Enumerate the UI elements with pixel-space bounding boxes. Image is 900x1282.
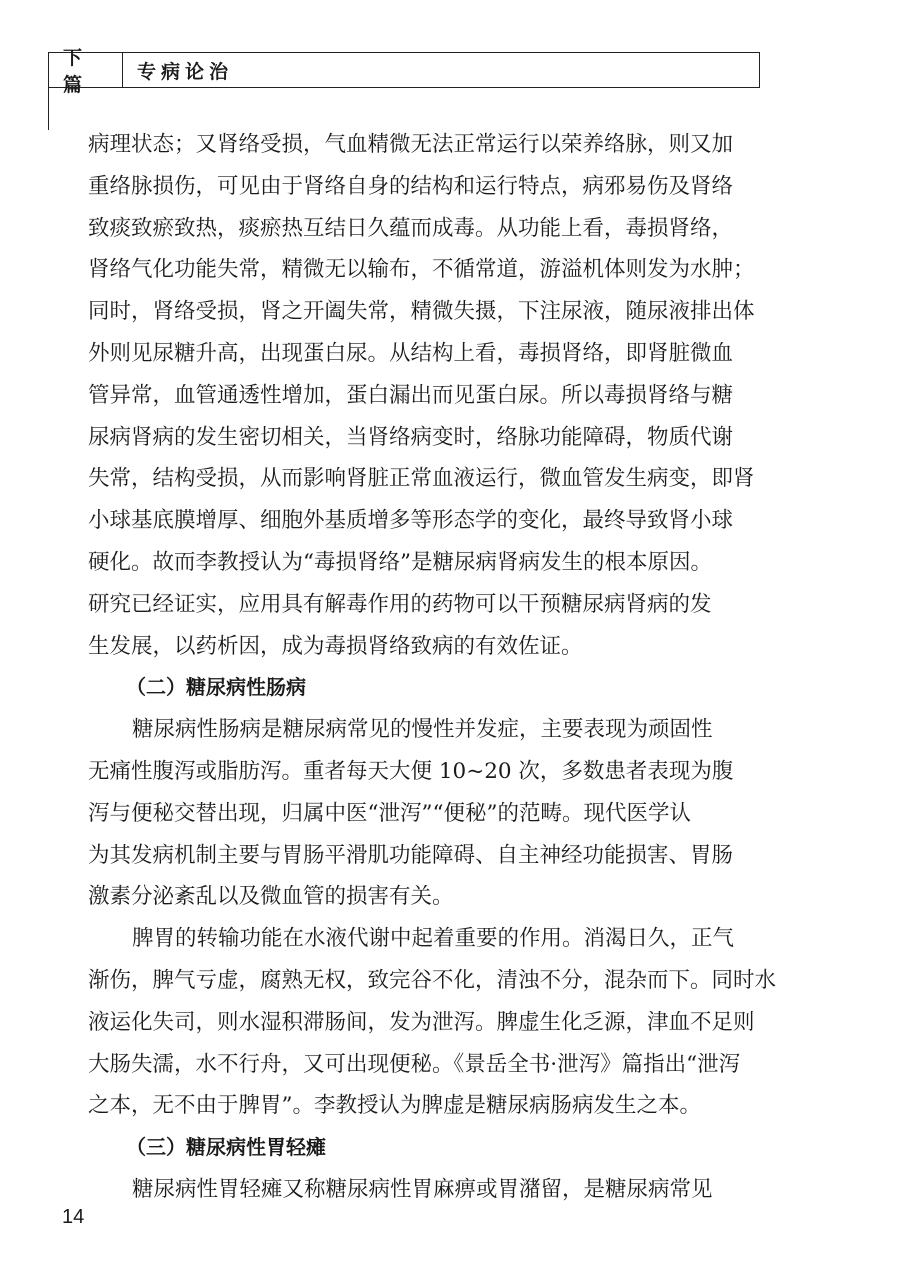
text-line: 病理状态；又肾络受损，气血精微无法正常运行以荣养络脉，则又加 [88,132,734,157]
text-line: 无痛性腹泻或脂肪泻。重者每天大便 10~20 次，多数患者表现为腹 [88,758,734,784]
text-line: 失常，结构受损，从而影响肾脏正常血液运行，微血管发生病变，即肾 [88,466,755,492]
text-line: 重络脉损伤，可见由于肾络自身的结构和运行特点，病邪易伤及肾络 [88,173,734,199]
text-line: 泻与便秘交替出现，归属中医“泄泻”“便秘”的范畴。现代医学认 [88,800,691,826]
text-line: 大肠失濡，水不行舟，又可出现便秘。《景岳全书·泄泻》篇指出“泄泻 [88,1051,741,1077]
text-line: 硬化。故而李教授认为“毒损肾络”是糖尿病肾病发生的根本原因。 [88,549,712,575]
page-number: 14 [62,1206,85,1228]
header-chapter-title: 专病论治 [137,60,234,83]
text-line: 糖尿病性肠病是糖尿病常见的慢性并发症，主要表现为顽固性 [132,717,713,743]
text-line: 尿病肾病的发生密切相关，当肾络病变时，络脉功能障碍，物质代谢 [88,424,734,450]
text-line: 糖尿病性胃轻瘫又称糖尿病性胃麻痹或胃潴留，是糖尿病常见 [132,1176,713,1202]
section-heading: （二）糖尿病性肠病 [126,675,306,700]
running-header [48,47,760,96]
text-line: 管异常，血管通透性增加，蛋白漏出而见蛋白尿。所以毒损肾络与糖 [88,382,734,408]
text-line: 液运化失司，则水湿积滞肠间，发为泄泻。脾虚生化乏源，津血不足则 [88,1009,755,1035]
text-line: 为其发病机制主要与胃肠平滑肌功能障碍、自主神经功能损害、胃肠 [88,842,734,868]
text-line: 渐伤，脾气亏虚，腐熟无权，致完谷不化，清浊不分，混杂而下。同时水 [88,967,777,993]
text-line: 同时，肾络受损，肾之开阖失常，精微失摄，下注尿液，随尿液排出体 [88,299,755,325]
text-line: 脾胃的转输功能在水液代谢中起着重要的作用。消渴日久，正气 [132,926,735,952]
text-line: 激素分泌紊乱以及微血管的损害有关。 [88,884,454,910]
body-text [88,124,777,1211]
margin-rule [48,86,49,130]
header-part-label: 下 篇 [49,53,123,87]
text-line: 生发展，以药析因，成为毒损肾络致病的有效佐证。 [88,633,583,659]
text-line: 致痰致瘀致热，痰瘀热互结日久蕴而成毒。从功能上看，毒损肾络， [88,215,734,241]
section-heading: （三）糖尿病性胃轻瘫 [126,1135,326,1160]
text-line: 之本，无不由于脾胃”。李教授认为脾虚是糖尿病肠病发生之本。 [88,1093,701,1119]
text-line: 小球基底膜增厚、细胞外基质增多等形态学的变化，最终导致肾小球 [88,508,734,534]
text-line: 肾络气化功能失常，精微无以输布，不循常道，游溢机体则发为水肿； [88,257,755,283]
text-line: 研究已经证实，应用具有解毒作用的药物可以干预糖尿病肾病的发 [88,591,712,617]
text-line: 外则见尿糖升高，出现蛋白尿。从结构上看，毒损肾络，即肾脏微血 [88,340,734,366]
